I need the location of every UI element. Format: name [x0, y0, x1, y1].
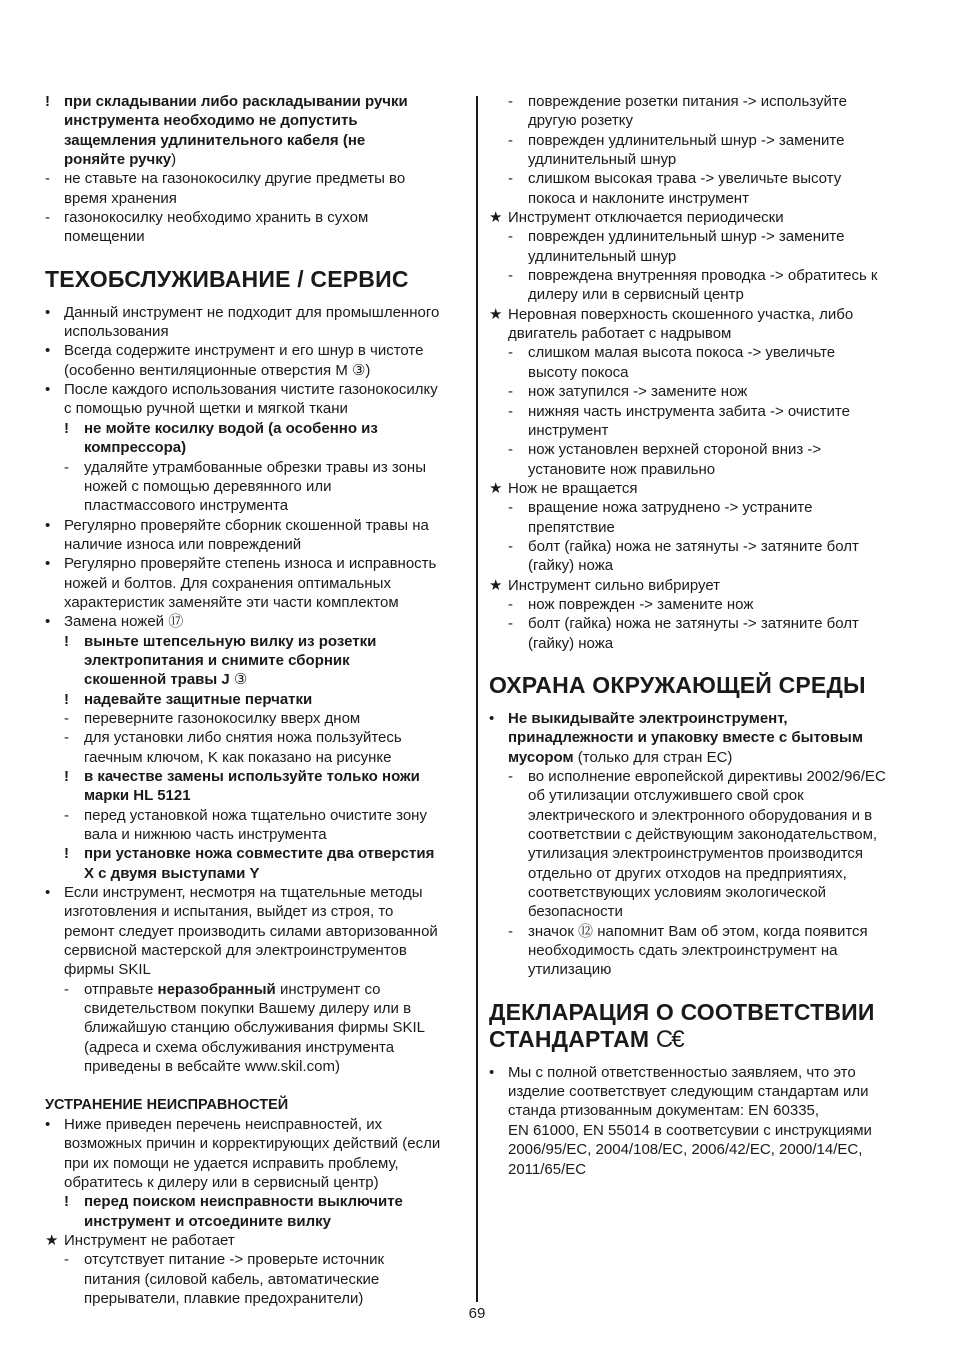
text-line: [489, 421, 909, 440]
dash-marker: -: [508, 922, 513, 940]
star-icon: ★: [489, 576, 503, 594]
text-line: [45, 1038, 470, 1057]
dash-marker: -: [508, 537, 513, 555]
text-content: болт (гайка) ножа не затянуты -> затяните болт: [528, 615, 859, 633]
text-line: [489, 844, 909, 863]
text-line: [489, 537, 909, 556]
text-line: [489, 324, 909, 343]
text-content: при установке ножа совместите два отверстия: [84, 845, 435, 863]
text-line: [489, 227, 909, 246]
text-line: [489, 169, 909, 188]
text-content: ножей с помощью деревянного или: [84, 477, 332, 495]
text-line: [45, 1115, 470, 1134]
text-content: нож поврежден -> замените нож: [528, 595, 754, 613]
text-content: использования: [64, 323, 169, 341]
text-content: Неровная поверхность скошенного участка, либо: [508, 305, 854, 323]
text-line: [45, 477, 470, 496]
bullet-marker: •: [45, 555, 51, 573]
text-content: (гайку) ножа: [528, 634, 614, 652]
text-line: [489, 634, 909, 653]
column-divider: [476, 96, 478, 1302]
text-fragment: отправьте: [84, 980, 158, 998]
bullet-marker: •: [45, 303, 51, 321]
text-content: вала и нижнюю часть инструмента: [84, 826, 327, 844]
bullet-marker: •: [45, 342, 51, 360]
text-content: переверните газонокосилку вверх дном: [84, 709, 361, 727]
text-line: [489, 150, 909, 169]
text-line: [45, 922, 470, 941]
text-line: [489, 189, 909, 208]
dash-marker: -: [508, 615, 513, 633]
text-line: [489, 1121, 909, 1140]
text-content: отсутствует питание -> проверьте источник: [84, 1251, 385, 1269]
warning-marker: !: [64, 632, 69, 650]
text-line: [45, 131, 470, 150]
text-content: соответствующих условиям экологической: [528, 884, 827, 902]
text-content: препятствие: [528, 518, 615, 536]
text-content: прерыватели, плавкие предохранители): [84, 1289, 364, 1307]
text-content: компрессора): [84, 439, 187, 457]
text-content: (адреса и схема обслуживания инструмента: [84, 1038, 395, 1056]
text-content: 2011/65/EC: [508, 1160, 587, 1178]
text-line: [45, 999, 470, 1018]
text-line: [45, 1057, 470, 1076]
text-content: не ставьте на газонокосилку другие предметы во: [64, 170, 406, 188]
text-line: [489, 922, 909, 941]
text-content: EN 61000, EN 55014 в соответсувии с инструкциями: [508, 1121, 872, 1139]
text-fragment: ③: [233, 671, 248, 689]
left-column: [45, 92, 470, 1308]
text-content: поврежден удлинительный шнур -> замените: [528, 228, 845, 246]
text-line: [45, 574, 470, 593]
text-content: нож установлен верхней стороной вниз ->: [528, 441, 822, 459]
text-line: [489, 111, 909, 130]
text-line: [489, 864, 909, 883]
text-line: [489, 556, 909, 575]
text-content: соответствии с действующим законодательством,: [528, 826, 878, 844]
dash-marker: -: [508, 131, 513, 149]
text-line: [489, 247, 909, 266]
troubleshooting-heading: УСТРАНЕНИЕ НЕИСПРАВНОСТЕЙ: [45, 1096, 289, 1113]
dash-marker: -: [508, 595, 513, 613]
text-line: [45, 767, 470, 786]
text-content: X с двумя выступами Y: [84, 864, 260, 882]
text-content: наличие износа или повреждений: [64, 535, 302, 553]
text-line: [45, 960, 470, 979]
storage-notes: [45, 92, 470, 247]
text-content: характеристик заменяйте эти части комплектом: [64, 593, 399, 611]
warning-marker: !: [64, 768, 69, 785]
text-line: [489, 825, 909, 844]
text-content: электропитания и снимите сборник: [84, 651, 350, 669]
text-fragment: скошенной травы J: [84, 671, 234, 689]
text-content: Замена ножей ⑰: [64, 613, 184, 631]
text-content: отдельно от других отходов на предприятиях,: [528, 864, 847, 882]
text-content: болт (гайка) ножа не затянуты -> затяните болт: [528, 537, 859, 555]
text-content: Инструмент сильно вибрирует: [508, 576, 721, 594]
bullet-marker: •: [45, 516, 51, 534]
text-fragment: мусором: [508, 748, 574, 766]
text-line: [45, 825, 470, 844]
text-line: [45, 458, 470, 477]
text-content: возможных причин и корректирующих действий (если: [64, 1135, 441, 1153]
text-content: об утилизации отслужившего свой срок: [528, 787, 804, 805]
declaration-heading-line1: ДЕКЛАРАЦИЯ О СООТВЕТСТВИИ: [489, 998, 875, 1025]
text-content: Мы с полной ответственностыо заявляем, что это: [508, 1063, 856, 1081]
text-content: После каждого использования чистите газонокосилку: [64, 381, 438, 399]
text-line: [489, 1063, 909, 1082]
text-line: [489, 806, 909, 825]
text-line: [45, 690, 470, 709]
dash-marker: -: [45, 209, 50, 227]
text-content: вращение ножа затруднено -> устраните: [528, 499, 813, 517]
text-line: [489, 576, 909, 595]
text-line: [489, 1140, 909, 1159]
text-line: [45, 516, 470, 535]
text-line: [489, 728, 909, 747]
text-content: марки HL 5121: [84, 787, 191, 805]
text-line: [489, 518, 909, 537]
dash-marker: -: [508, 383, 513, 401]
text-line: [489, 614, 909, 633]
text-line: [489, 440, 909, 459]
text-line: [489, 748, 909, 767]
text-content: защемления удлинительного кабеля (не: [64, 131, 366, 149]
text-line: [489, 1082, 909, 1101]
text-line: [45, 535, 470, 554]
text-line: [45, 1134, 470, 1153]
service-heading: ТЕХОБСЛУЖИВАНИЕ / СЕРВИС: [45, 265, 409, 292]
text-content: для установки либо снятия ножа пользуйтесь: [84, 729, 402, 747]
text-content: (гайку) ножа: [528, 557, 614, 575]
text-content: необходимость сдать электроинструмент на: [528, 942, 838, 960]
text-line: [489, 1160, 909, 1179]
text-line: [45, 902, 470, 921]
text-line: [489, 285, 909, 304]
text-line: [489, 402, 909, 421]
text-line: [489, 883, 909, 902]
text-content: поврежден удлинительный шнур -> замените: [528, 131, 845, 149]
declaration-heading: [489, 999, 909, 1053]
text-content: пластмассового инструмента: [84, 497, 289, 515]
text-content: свидетельством покупки Вашему дилеру или в: [84, 1000, 412, 1018]
text-content: ножей и болтов. Для сохранения оптимальных: [64, 574, 391, 592]
text-content: изготовления и испытания, выйдет из строя, то: [64, 903, 394, 921]
warning-marker: !: [64, 690, 69, 708]
dash-marker: -: [64, 806, 69, 824]
dash-marker: -: [508, 441, 513, 459]
star-icon: ★: [489, 305, 503, 323]
text-fragment: роняйте ручку: [64, 151, 172, 169]
text-line: [45, 169, 470, 188]
service-list: [45, 303, 470, 1077]
text-line: [45, 399, 470, 418]
text-content: принадлежности и упаковку вместе с бытовым: [508, 729, 863, 747]
dash-marker: -: [508, 499, 513, 517]
text-line: [45, 883, 470, 902]
text-line: [489, 363, 909, 382]
text-content: 2006/95/EC, 2004/108/EC, 2006/42/EC, 2000/14/EC,: [508, 1141, 863, 1159]
environment-heading: ОХРАНА ОКРУЖАЮЩЕЙ СРЕДЫ: [489, 671, 866, 698]
text-line: [45, 844, 470, 863]
text-line: [45, 806, 470, 825]
text-content: повреждение розетки питания -> используйте: [528, 93, 847, 110]
text-line: [45, 303, 470, 322]
bullet-marker: •: [45, 381, 51, 399]
text-line: [489, 343, 909, 362]
text-line: [45, 612, 470, 631]
warning-marker: !: [64, 419, 69, 437]
text-line: [489, 786, 909, 805]
text-content: слишком малая высота покоса -> увеличьте: [528, 344, 836, 362]
text-line: [45, 1018, 470, 1037]
text-content: приведены в вебсайте www.skil.com): [84, 1058, 340, 1076]
text-content: утилизация электроинструментов производится: [528, 845, 864, 863]
text-content: инструмент: [528, 421, 609, 439]
bullet-marker: •: [45, 1115, 51, 1133]
text-fragment: инструмент со: [275, 980, 381, 998]
text-content: Если инструмент, несмотря на тщательные методы: [64, 884, 423, 902]
text-line: [45, 189, 470, 208]
text-line: [45, 748, 470, 767]
dash-marker: -: [508, 768, 513, 785]
text-content: газонокосилку необходимо хранить в сухом: [64, 209, 369, 227]
text-line: [489, 498, 909, 517]
text-line: [45, 208, 470, 227]
star-icon: ★: [489, 209, 503, 227]
text-content: нижняя часть инструмента забита -> очистите: [528, 402, 850, 420]
text-content: Не выкидывайте электроинструмент,: [508, 709, 788, 727]
dash-marker: -: [45, 170, 50, 188]
text-content: удаляйте утрамбованные обрезки травы из зоны: [84, 458, 426, 476]
text-content: установите нож правильно: [528, 460, 716, 478]
bullet-marker: •: [45, 884, 51, 902]
warning-marker: !: [64, 845, 69, 863]
text-content: электрического и электронного оборудования и в: [528, 806, 873, 824]
warning-marker: !: [45, 93, 50, 110]
bullet-marker: •: [45, 613, 51, 631]
text-line: [45, 380, 470, 399]
text-content: двигатель работает с надрывом: [508, 325, 732, 343]
text-content: надевайте защитные перчатки: [84, 690, 313, 708]
text-line: [489, 595, 909, 614]
text-content: ремонт следует производить силами авторизованной: [64, 922, 438, 940]
text-content: высоту покоса: [528, 363, 629, 381]
text-content: выньте штепсельную вилку из розетки: [84, 632, 377, 650]
text-line: [45, 1250, 470, 1269]
ce-mark-icon: C€: [655, 1025, 683, 1053]
text-content: не мойте косилку водой (а особенно из: [84, 419, 378, 437]
text-line: [45, 709, 470, 728]
text-line: [45, 150, 470, 169]
text-line: [489, 92, 909, 111]
text-content: удлинительный шнур: [528, 151, 677, 169]
dash-marker: -: [64, 980, 69, 998]
page-number: 69: [468, 1305, 486, 1322]
text-content: инструмента необходимо не допустить: [64, 112, 358, 130]
text-line: [489, 960, 909, 979]
text-content: слишком высокая трава -> увеличьте высоту: [528, 170, 842, 188]
text-line: [45, 864, 470, 883]
text-line: [45, 496, 470, 515]
text-content: дилеру или в сервисный центр: [528, 286, 744, 304]
text-line: [489, 709, 909, 728]
text-content: станда ртизованным документам: EN 60335,: [508, 1102, 820, 1120]
text-content: в качестве замены используйте только ножи: [84, 768, 420, 785]
text-line: [45, 1212, 470, 1231]
text-line: [45, 1173, 470, 1192]
text-content: Всегда содержите инструмент и его шнур в чистоте: [64, 342, 424, 360]
text-content: перед установкой ножа тщательно очистите зону: [84, 806, 427, 824]
warning-marker: !: [64, 1193, 69, 1211]
text-content: во исполнение европейской директивы 2002/96/ЕС: [528, 768, 886, 785]
star-icon: ★: [489, 479, 503, 497]
text-content: фирмы SKIL: [64, 961, 151, 979]
text-line: [45, 980, 470, 999]
text-content: обратитесь к дилеру или в сервисный центр): [64, 1173, 379, 1191]
text-fragment: (только для стран ЕС): [573, 748, 733, 766]
dash-marker: -: [508, 267, 513, 285]
text-content: при складывании либо раскладывании ручки: [64, 93, 408, 110]
text-line: [45, 1192, 470, 1211]
text-line: [489, 941, 909, 960]
text-line: [489, 767, 909, 786]
text-line: [489, 382, 909, 401]
text-content: Инструмент отключается периодически: [508, 209, 784, 227]
dash-marker: -: [508, 170, 513, 188]
text-content: Инструмент не работает: [64, 1231, 235, 1249]
text-content: значок ⑫ напомнит Вам об этом, когда появится: [528, 922, 868, 940]
dash-marker: -: [64, 1251, 69, 1269]
text-content: ближайшую станцию обслуживания фирмы SKIL: [84, 1019, 426, 1037]
text-line: [489, 305, 909, 324]
text-line: [45, 670, 470, 689]
text-line: [45, 1270, 470, 1289]
text-content: Ниже приведен перечень неисправностей, их: [64, 1115, 383, 1133]
text-line: [45, 361, 470, 380]
text-content: другую розетку: [528, 112, 633, 130]
text-line: [489, 479, 909, 498]
declaration-heading-line2: СТАНДАРТАМ: [489, 1025, 650, 1052]
text-content: покоса и наклоните инструмент: [528, 189, 749, 207]
text-line: [45, 92, 470, 111]
star-icon: ★: [45, 1231, 59, 1249]
text-line: [45, 1231, 470, 1250]
text-content: время хранения: [64, 189, 177, 207]
text-line: [45, 438, 470, 457]
text-line: [489, 208, 909, 227]
text-content: инструмент и отсоедините вилку: [84, 1212, 331, 1230]
text-content: утилизацию: [528, 961, 612, 979]
text-content: удлинительный шнур: [528, 247, 677, 265]
text-line: [45, 554, 470, 573]
text-content: Нож не вращается: [508, 479, 638, 497]
text-line: [45, 419, 470, 438]
text-content: безопасности: [528, 903, 623, 921]
text-line: [45, 651, 470, 670]
text-content: Данный инструмент не подходит для промышленного: [64, 303, 440, 321]
text-line: [45, 728, 470, 747]
declaration-list: [489, 1063, 909, 1179]
dash-marker: -: [508, 344, 513, 362]
text-content: нож затупился -> замените нож: [528, 383, 748, 401]
dash-marker: -: [64, 458, 69, 476]
dash-marker: -: [508, 93, 513, 110]
text-content: Регулярно проверяйте сборник скошенной травы на: [64, 516, 429, 534]
text-line: [489, 902, 909, 921]
dash-marker: -: [508, 402, 513, 420]
dash-marker: -: [64, 729, 69, 747]
text-line: [489, 131, 909, 150]
text-line: [45, 341, 470, 360]
text-content: (особенно вентиляционные отверстия M ③): [64, 361, 371, 379]
text-content: с помощью ручной щетки и мягкой ткани: [64, 400, 348, 418]
text-fragment: ): [171, 151, 177, 169]
environment-list: [489, 709, 909, 980]
text-line: [45, 111, 470, 130]
text-line: [45, 593, 470, 612]
text-content: питания (силовой кабель, автоматические: [84, 1270, 380, 1288]
text-line: [45, 227, 470, 246]
bullet-marker: •: [489, 709, 495, 727]
text-content: перед поиском неисправности выключите: [84, 1193, 403, 1211]
text-content: Регулярно проверяйте степень износа и исправность: [64, 555, 437, 573]
text-content: изделие соответствует следующим стандартам или: [508, 1083, 869, 1101]
text-line: [489, 266, 909, 285]
text-content: гаечным ключом, K как показано на рисунке: [84, 748, 392, 766]
text-fragment: неразобранный: [157, 980, 276, 998]
text-line: [489, 1101, 909, 1120]
text-line: [45, 786, 470, 805]
troubleshooting-list-continued: [489, 92, 909, 653]
bullet-marker: •: [489, 1063, 495, 1081]
text-content: помещении: [64, 228, 145, 246]
text-content: повреждена внутренняя проводка -> обратитесь к: [528, 267, 878, 285]
text-line: [45, 632, 470, 651]
text-content: при их помощи не удается исправить проблему,: [64, 1154, 399, 1172]
text-line: [45, 941, 470, 960]
text-content: сервисной мастерской для электроинструментов: [64, 942, 407, 960]
right-column: [489, 92, 909, 1179]
text-line: [45, 322, 470, 341]
troubleshooting-list: [45, 1115, 470, 1308]
text-line: [489, 460, 909, 479]
dash-marker: -: [508, 228, 513, 246]
text-line: [45, 1154, 470, 1173]
dash-marker: -: [64, 709, 69, 727]
